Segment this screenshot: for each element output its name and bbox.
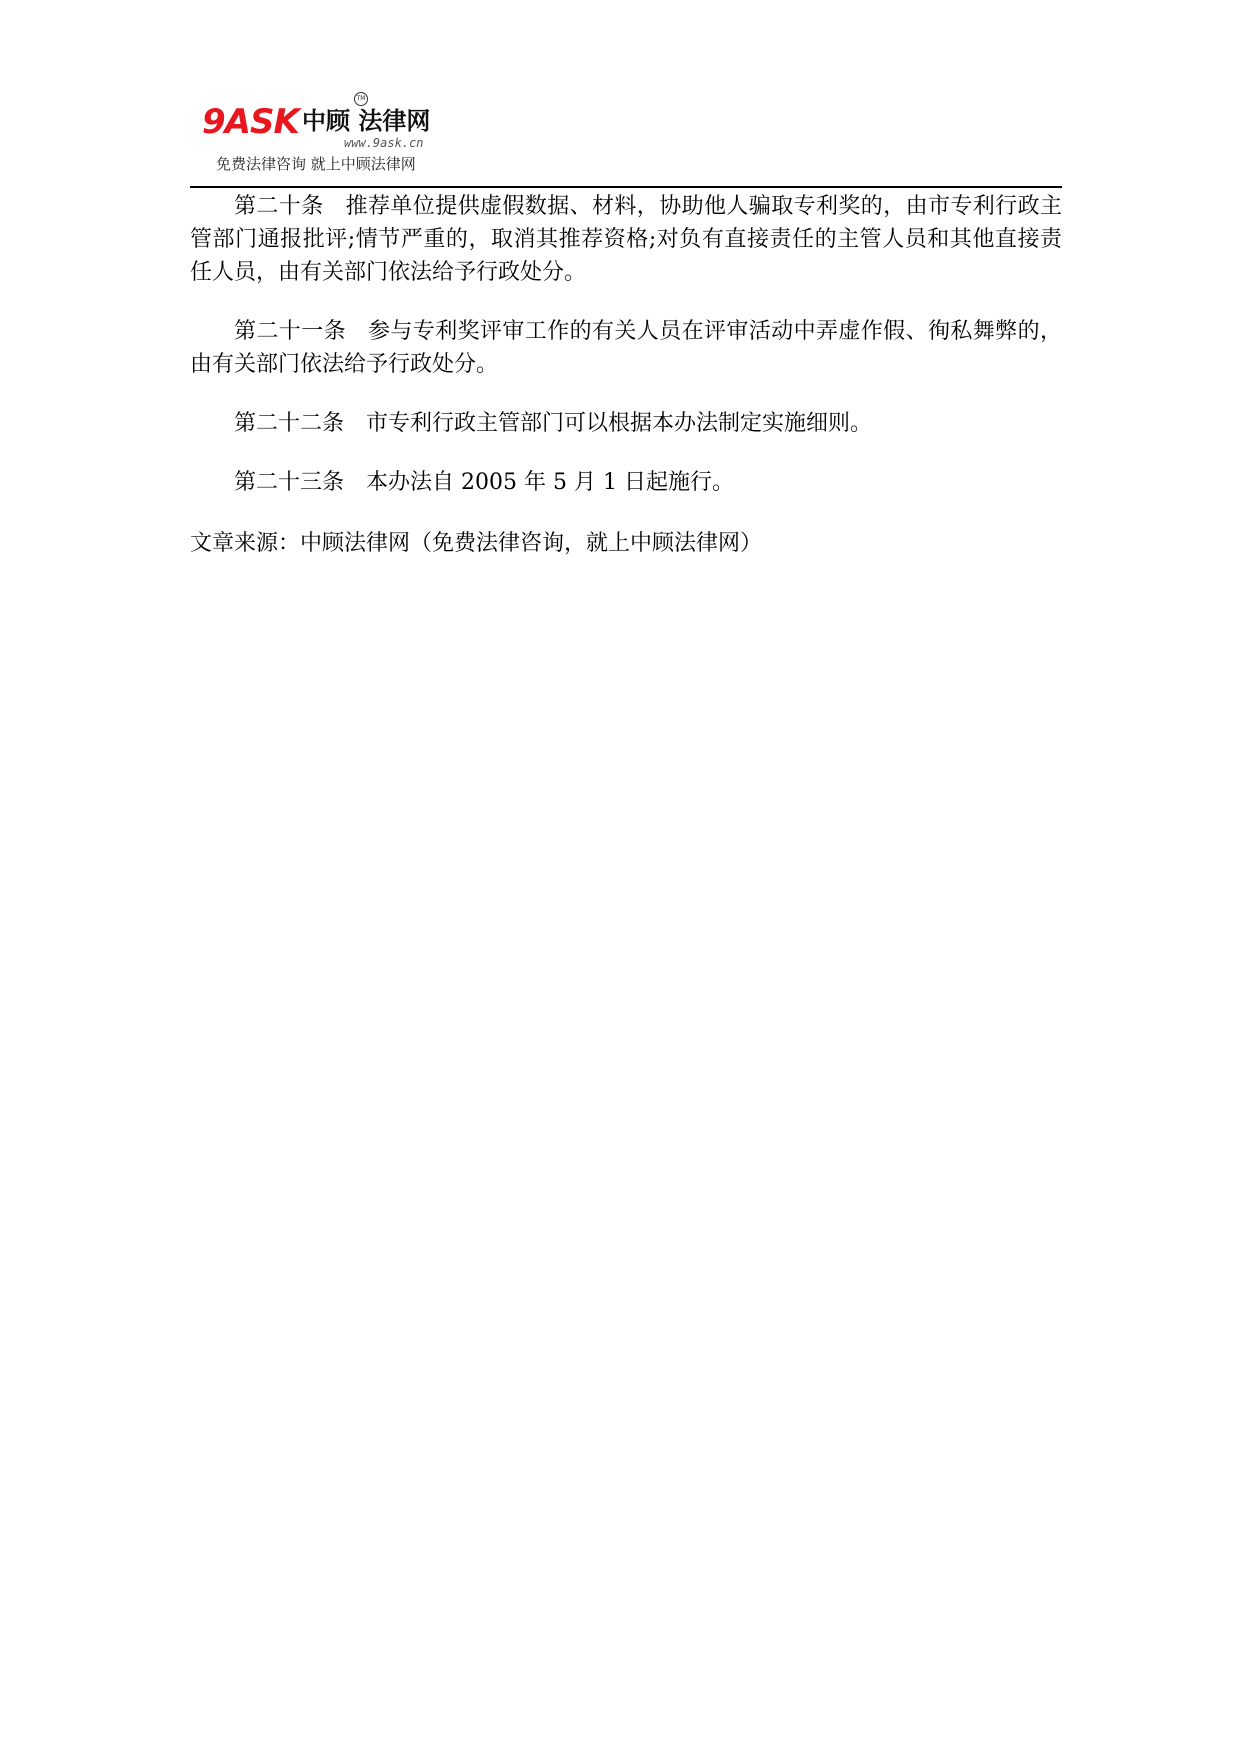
article-number: 第二十一条 — [234, 319, 346, 344]
document-header — [190, 92, 1062, 188]
article-text: 市专利行政主管部门可以根据本办法制定实施细则。 — [366, 411, 873, 436]
header-divider — [190, 186, 1062, 188]
article-text: 推荐单位提供虚假数据、材料，协助他人骗取专利奖的，由市专利行政主管部门通报批评;情节严重的，取消其推荐资格;对负有直接责任的主管人员和其他直接责任人员，由有关部门依法给予行政处分。 — [190, 194, 1062, 285]
logo-site-suffix: 法律网 — [358, 107, 431, 135]
document-body — [190, 190, 1062, 560]
article-source: 文章来源：中顾法律网（免费法律咨询，就上中顾法律网） — [190, 531, 763, 556]
article-number: 第二十条 — [234, 194, 324, 219]
article-number: 第二十二条 — [234, 411, 345, 436]
article-text: 参与专利奖评审工作的有关人员在评审活动中弄虚作假、徇私舞弊的，由有关部门依法给予行政处分。 — [190, 319, 1062, 377]
logo-brand-mark: 9ASK — [202, 102, 299, 142]
logo-url: www.9ask.cn — [344, 136, 424, 150]
article-20 — [190, 190, 1062, 289]
site-logo[interactable] — [202, 92, 462, 180]
logo-slogan: 免费法律咨询 就上中顾法律网 — [216, 155, 416, 173]
trademark-icon: TM — [354, 92, 368, 106]
article-text: 本办法自 2005 年 5 月 1 日起施行。 — [366, 470, 734, 495]
article-number: 第二十三条 — [234, 470, 345, 495]
logo-cn-name: 中顾 — [302, 107, 350, 135]
logo-site-name — [302, 104, 430, 138]
article-22 — [190, 407, 1062, 440]
article-23 — [190, 466, 1062, 499]
article-21 — [190, 315, 1062, 381]
